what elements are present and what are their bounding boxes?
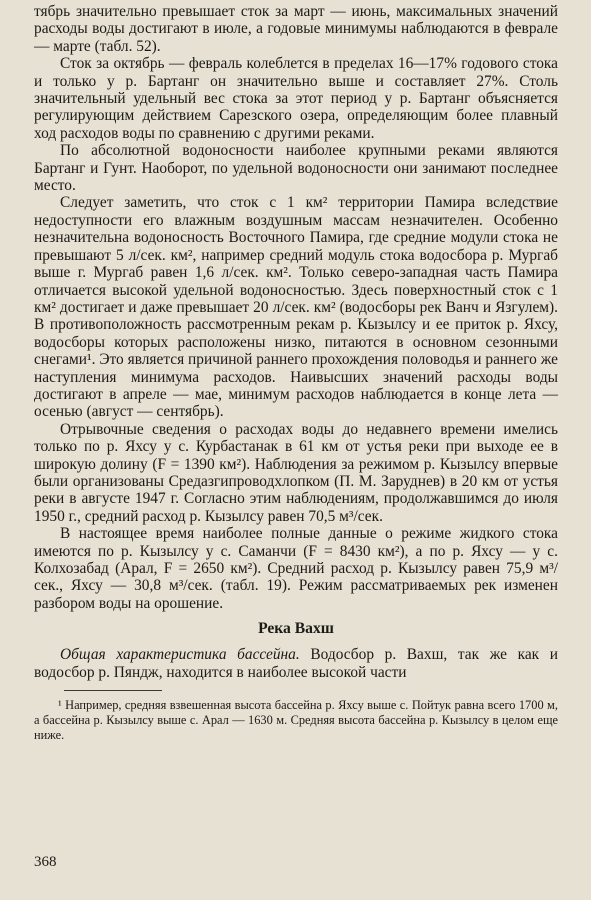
section-text: Водосбор р. Вахш, так же как и водосбор р. Пяндж, находится в наиболее высокой части	[34, 646, 558, 681]
section-lead: Общая характеристика бассейна.	[60, 646, 300, 664]
paragraph-5: Отрывочные сведения о расходах воды до недавнего времени имелись только по р. Яхсу у с. Курбастанак в 61 км от устья реки при выходе ее в широкую долину (F = 1390 км²). Наблюдения за режимом р. Кызылсу впервые были организованы Средазгипроводхлопком (П. М. Заруднев) в 20 км от устья реки в августе 1947 г. Согласно этим наблюдениям, продолжавшимся до июля 1950 г., средний расход р. Кызылсу равен 70,5 м³/сек.	[34, 420, 558, 525]
paragraph-3: По абсолютной водоносности наиболее крупными реками являются Бартанг и Гунт. Наоборот, по удельной водоносности они занимают последнее место.	[34, 142, 558, 195]
paragraph-6: В настоящее время наиболее полные данные о режиме жидкого стока имеются по р. Кызылсу у с. Саманчи (F = 8430 км²), а по р. Яхсу — у с. Колхозабад (Арал, F = 2650 км²). Средний расход р. Кызылсу равен 75,9 м³/сек., Яхсу — 30,8 м³/сек. (табл. 19). Режим рассматриваемых рек изменен разбором воды на орошение.	[34, 525, 558, 612]
page-number: 368	[34, 854, 57, 870]
main-text	[34, 3, 558, 681]
footnote-text: ¹ Например, средняя взвешенная высота бассейна р. Яхсу выше с. Пойтук равна всего 1700 м, а бассейна р. Кызылсу выше с. Арал — 1630 м. Средняя высота бассейна р. Кызылсу в целом еще ниже.	[34, 698, 558, 743]
paragraph-1: тябрь значительно превышает сток за март — июнь, максимальных значений расходы воды достигают в июле, а годовые минимумы наблюдаются в феврале — марте (табл. 52).	[34, 3, 558, 55]
paragraph-4: Следует заметить, что сток с 1 км² территории Памира вследствие недоступности его влажным воздушным массам незначителен. Особенно незначительна водоносность Восточного Памира, где средние модули стока не превышают 5 л/сек. км², например средний модуль стока водосбора р. Мургаб выше г. Мургаб равен 1,6 л/сек. км². Только северо-западная часть Памира отличается высокой удельной водоносностью. Здесь поверхностный сток с 1 км² достигает и даже превышает 20 л/сек. км² (водосборы рек Ванч и Язгулем). В противоположность рассмотренным рекам р. Кызылсу и ее приток р. Яхсу, водосборы которых расположены низко, питаются в основном сезонными снегами¹. Это является причиной раннего прохождения половодья и раннего же наступления минимума расходов. Наивысших значений расходы воды достигают в апреле — мае, минимум расходов наблюдается в конце лета — осенью (август — сентябрь).	[34, 194, 558, 421]
paragraph-2: Сток за октябрь — февраль колеблется в пределах 16—17% годового стока и только у р. Бартанг он значительно выше и составляет 27%. Столь значительный удельный вес стока за этот период у р. Бартанг объясняется регулирующим действием Сарезского озера, определяющим более плавный ход расходов воды по сравнению с другими реками.	[34, 55, 558, 142]
footnote	[34, 698, 558, 744]
footnote-divider	[64, 690, 162, 691]
section-heading: Река Вахш	[258, 620, 334, 638]
section-paragraph	[34, 646, 558, 681]
